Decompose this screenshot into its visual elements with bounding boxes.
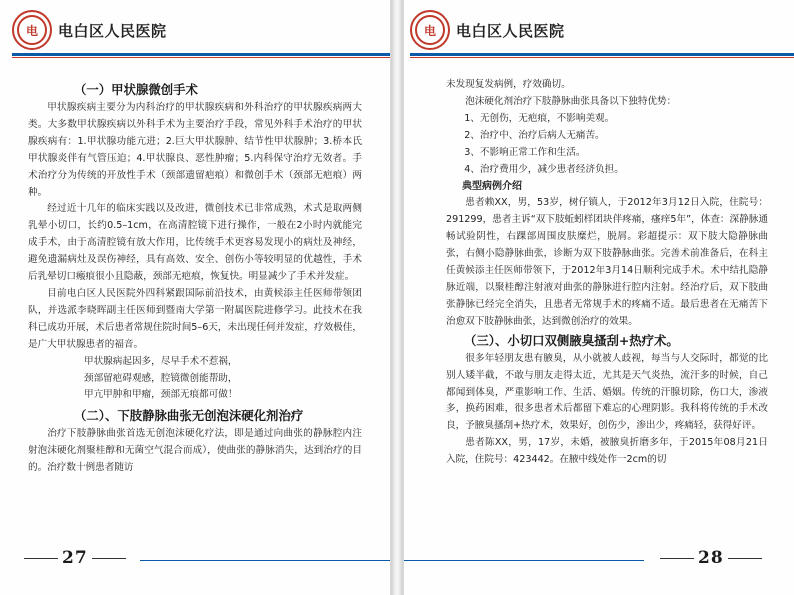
footer-rule	[140, 560, 390, 561]
section-heading-1: （一）甲状腺微创手术	[74, 82, 198, 97]
hospital-name: 电白区人民医院	[58, 21, 167, 40]
paragraph: 很多年轻朋友患有腋臭，从小就被人歧视，每当与人交际时，都觉的比别人矮半截，不敢与朋友走得太近，尤其是天气炎热，流汗多的时候，自己都闻到体臭，严重影响工作、生活、婚姻。传统的汗腺切除，伤口大，渗液多，换药困难，很多患者术后都留下难忘的心理阴影。我科将传统的手术改良，予腋臭搔刮+热疗术，效果好，创伤少，渗出少，疼痛轻，获得好评。	[446, 352, 768, 432]
section-heading-2: （二）、下肢静脉曲张无创泡沫硬化剂治疗	[74, 408, 304, 424]
poem-line: 颈部留疤碍观感，腔镜微创能帮助，	[84, 372, 238, 384]
page-footer	[24, 548, 126, 568]
poem-line: 甲状腺病起因多，尽早手术不惹祸，	[84, 355, 238, 367]
page-header	[410, 10, 565, 50]
paragraph: 患者赖XX，男，53岁，树仔镇人，于2012年3月12日入院，住院号：291299，患者主诉“双下肢蚯蚓样团块伴疼痛，瘙痒5年”，体查：深静脉通畅试验阴性，右踝部周围皮肤糜烂，脱屑。彩超提示：双下肢大隐静脉曲张，右侧小隐静脉曲张，诊断为双下肢静脉曲张。完善术前准备后，在科主任黄候添主任医师带领下，于2012年3月14日顺利完成手术。术中结扎隐静脉近端，以聚桂醇注射液对曲张的静脉进行腔内注射。经治疗后，双下肢曲张静脉已经完全消失，且患者无常规手术的疼痛不适。最后患者在无痛苦下治愈双下肢静脉曲张，达到微创治疗的效果。	[446, 197, 768, 327]
hospital-logo	[12, 10, 52, 50]
header-rule	[12, 53, 390, 56]
paragraph: 甲状腺疾病主要分为内科治疗的甲状腺疾病和外科治疗的甲状腺疾病两大类。大多数甲状腺疾病以外科手术为主要治疗手段，常见外科手术治疗的甲状腺疾病有：1.甲状腺功能亢进；2.巨大甲状腺肿、结节性甲状腺肿；3.桥本氏甲状腺炎伴有气管压迫；4.甲状腺良、恶性肿瘤；5.内科保守治疗无效者。手术治疗分为传统的开放性手术（颈部遗留疤痕）和微创手术（颈部无疤痕）两种。	[28, 102, 362, 198]
book-gutter	[391, 0, 403, 595]
paragraph: 经过近十几年的临床实践以及改进，微创技术已非常成熟，术式是取两侧乳晕小切口，长约0.5–1cm，在高清腔镜下进行操作，一般在2小时内就能完成手术，由于高清腔镜有放大作用，比传统手术更容易发现小的病灶及神经，避免遗漏病灶及误伤神经，具有高效、安全、创伤小等较明显的优越性，手术后乳晕切口瘢痕很小且隐蔽，颈部无疤痕，恢复快。明显减少了手术并发症。	[28, 203, 362, 283]
hospital-logo	[410, 10, 450, 50]
header-rule-thin	[12, 57, 390, 58]
header-rule	[410, 53, 794, 56]
left-content	[28, 80, 362, 477]
right-page	[403, 0, 794, 595]
right-content	[446, 77, 768, 469]
list-item: 2、治疗中、治疗后病人无痛苦。	[464, 129, 605, 141]
list-item: 3、不影响正常工作和生活。	[464, 146, 586, 158]
section-heading-3: （三）、小切口双侧腋臭搔刮+热疗术。	[464, 332, 679, 348]
paragraph: 未发现复发病例，疗效确切。	[446, 79, 571, 90]
poem	[84, 354, 362, 405]
advantages-intro: 泡沫硬化剂治疗下肢静脉曲张具备以下独特优势：	[465, 95, 677, 107]
list-item: 4、治疗费用少，减少患者经济负担。	[464, 163, 624, 175]
paragraph: 目前电白区人民医院外四科紧跟国际前沿技术，由黄候添主任医师带领团队，并选派李晓晖副主任医师到暨南大学第一附属医院进修学习。此技术在我科已成功开展，术后患者常规住院时间5–6天，未出现任何并发症，疗效极佳，是广大甲状腺患者的福音。	[28, 287, 362, 350]
page-footer	[660, 548, 762, 568]
logo-glyph: 电	[423, 23, 436, 38]
case-title: 典型病例介绍	[462, 181, 522, 193]
page-header	[12, 10, 167, 50]
header-rule-thin	[410, 57, 794, 58]
poem-line: 甲亢甲肿和甲瘤，颈部无痕都可做！	[84, 389, 238, 401]
paragraph: 患者陈XX，男，17岁，未婚，被腋臭折磨多年，于2015年08月21日入院，住院号：423442。在腋中线处作一2cm的切	[446, 437, 768, 466]
left-page	[0, 0, 391, 595]
footer-rule	[404, 560, 644, 561]
advantages-list	[446, 111, 768, 179]
page-number: 28	[698, 548, 724, 568]
list-item: 1、无创伤，无疤痕，不影响美观。	[464, 112, 615, 124]
hospital-name: 电白区人民医院	[456, 21, 565, 40]
logo-glyph: 电	[25, 23, 38, 38]
paragraph: 治疗下肢静脉曲张首选无创泡沫硬化疗法，即是通过向曲张的静脉腔内注射泡沫硬化剂聚桂醇和无菌空气混合而成），使曲张的静脉消失，达到治疗的目的。治疗数十例患者随访	[28, 428, 362, 474]
page-number: 27	[62, 548, 88, 568]
